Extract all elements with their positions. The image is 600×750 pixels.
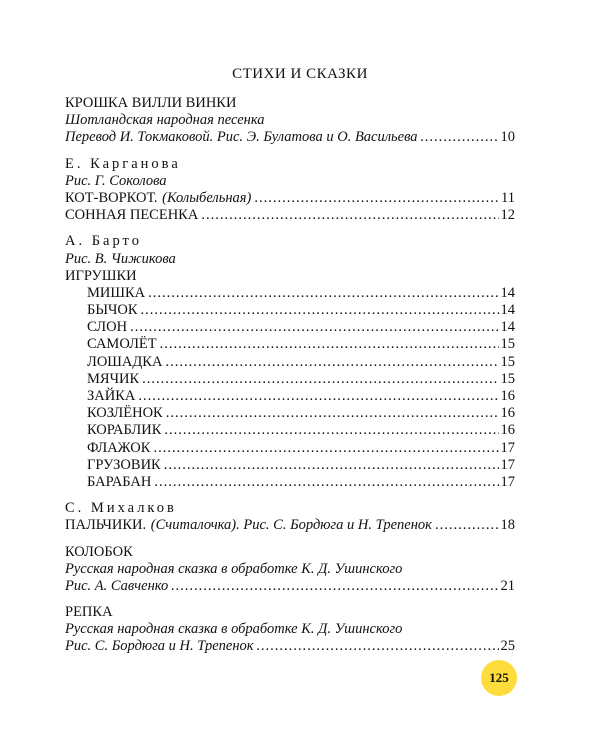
- dot-leader: [164, 422, 498, 439]
- dot-leader: [138, 388, 498, 405]
- dot-leader: [130, 319, 498, 336]
- entry-title: СОННАЯ ПЕСЕНКА: [65, 207, 199, 224]
- page-ref: 18: [500, 517, 515, 534]
- page-ref: 25: [500, 638, 515, 655]
- dot-leader: [153, 440, 498, 457]
- page-ref: 12: [500, 207, 515, 224]
- entry-title: ПАЛЬЧИКИ.: [65, 517, 147, 534]
- author-name: А. Барто: [65, 233, 142, 250]
- toc-entry[interactable]: [65, 302, 515, 319]
- page-ref: 16: [500, 405, 515, 422]
- entry-title: САМОЛЁТ: [87, 336, 157, 353]
- cycle-title: ИГРУШКИ: [65, 267, 137, 284]
- page-ref: 16: [500, 388, 515, 404]
- entry-subtitle: Русская народная сказка в обработке К. Д. Ушинского: [65, 560, 403, 577]
- entry-title: ЗАЙКА: [87, 388, 136, 404]
- page-ref: 11: [501, 189, 515, 206]
- dot-leader: [435, 517, 499, 534]
- toc-entry[interactable]: [65, 422, 515, 439]
- toc-entry[interactable]: [65, 517, 515, 534]
- entry-title: МИШКА: [87, 284, 146, 301]
- dot-leader: [148, 285, 498, 302]
- dot-leader: [165, 354, 498, 371]
- toc-entry[interactable]: [65, 190, 515, 207]
- toc-entry[interactable]: [65, 336, 515, 353]
- table-of-contents: [65, 95, 515, 656]
- entry-credits: Перевод И. Токмаковой. Рис. Э. Булатова и О. Васильева: [65, 129, 418, 146]
- entry-title: РЕПКА: [65, 604, 113, 621]
- dot-leader: [164, 457, 499, 474]
- page-number-badge: 125: [481, 660, 517, 696]
- section-heading: СТИХИ И СКАЗКИ: [232, 66, 368, 82]
- toc-entry[interactable]: [65, 474, 515, 491]
- entry-title: КРОШКА ВИЛЛИ ВИНКИ: [65, 95, 237, 111]
- page-ref: 15: [500, 370, 515, 387]
- dot-leader: [257, 638, 499, 655]
- author-name: Е. Карганова: [65, 155, 181, 172]
- entry-note: (Считалочка). Рис. С. Бордюга и Н. Трепенок: [150, 517, 432, 534]
- entry-title: КОЗЛЁНОК: [87, 405, 163, 422]
- entry-credits: Рис. А. Савченко: [65, 577, 169, 594]
- toc-entry[interactable]: [65, 457, 515, 474]
- entry-title: СЛОН: [87, 319, 128, 336]
- entry-title: БЫЧОК: [87, 302, 138, 319]
- dot-leader: [154, 474, 498, 491]
- page-ref: 10: [500, 129, 515, 146]
- entry-subtitle: Русская народная сказка в обработке К. Д. Ушинского: [65, 621, 403, 638]
- toc-entry[interactable]: [65, 578, 515, 595]
- illustrator: Рис. В. Чижикова: [65, 250, 176, 267]
- entry-title: КОРАБЛИК: [87, 422, 162, 439]
- toc-entry[interactable]: [65, 354, 515, 371]
- page-ref: 14: [500, 302, 515, 319]
- author-name: С. Михалков: [65, 500, 177, 517]
- dot-leader: [166, 405, 499, 422]
- entry-title: БАРАБАН: [87, 473, 152, 490]
- page-ref: 17: [500, 473, 515, 490]
- toc-entry[interactable]: [65, 371, 515, 388]
- entry-title: КОТ-ВОРКОТ.: [65, 189, 158, 206]
- entry-title: ГРУЗОВИК: [87, 456, 161, 473]
- entry-title: МЯЧИК: [87, 370, 140, 387]
- dot-leader: [201, 207, 498, 224]
- dot-leader: [254, 190, 499, 207]
- dot-leader: [171, 578, 498, 595]
- toc-entry[interactable]: [65, 405, 515, 422]
- toc-entry[interactable]: [65, 319, 515, 336]
- page-ref: 17: [500, 456, 515, 473]
- dot-leader: [421, 129, 499, 146]
- entry-note: (Колыбельная): [162, 189, 252, 206]
- page-ref: 15: [500, 353, 515, 370]
- page-ref: 15: [500, 336, 515, 353]
- toc-entry[interactable]: [65, 285, 515, 302]
- dot-leader: [141, 302, 499, 319]
- entry-title: КОЛОБОК: [65, 543, 133, 560]
- page-ref: 16: [500, 422, 515, 439]
- toc-entry[interactable]: [65, 638, 515, 655]
- page-ref: 14: [500, 284, 515, 301]
- entry-title: ЛОШАДКА: [87, 353, 163, 370]
- toc-entry[interactable]: [65, 440, 515, 457]
- dot-leader: [142, 371, 498, 388]
- page-ref: 21: [500, 577, 515, 594]
- entry-subtitle: Шотландская народная песенка: [65, 112, 265, 129]
- entry-credits: Рис. С. Бордюга и Н. Трепенок: [65, 638, 254, 655]
- toc-entry[interactable]: [65, 129, 515, 146]
- illustrator: Рис. Г. Соколова: [65, 172, 167, 189]
- page-ref: 17: [500, 439, 515, 456]
- toc-entry[interactable]: [65, 388, 515, 405]
- dot-leader: [160, 336, 499, 353]
- page-ref: 14: [500, 319, 515, 336]
- entry-title: ФЛАЖОК: [87, 439, 151, 456]
- toc-entry[interactable]: [65, 207, 515, 224]
